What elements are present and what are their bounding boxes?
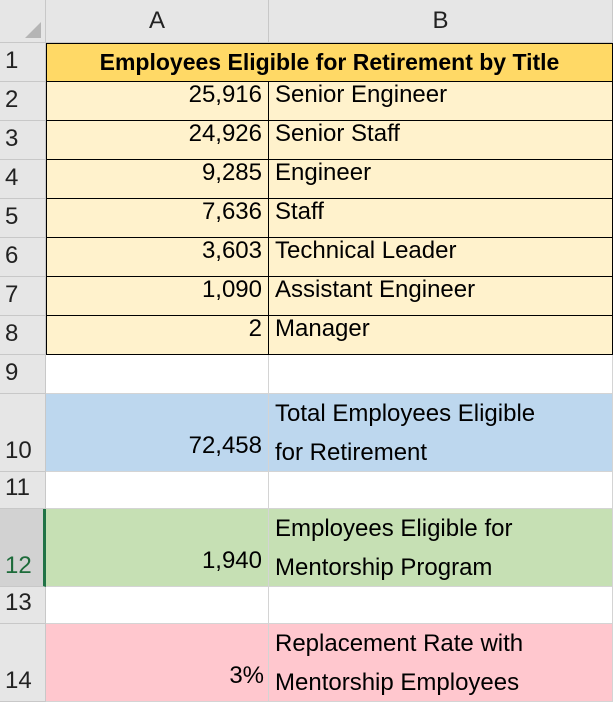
- column-header-a[interactable]: A: [46, 0, 269, 43]
- empty-cell-b13[interactable]: [269, 587, 613, 624]
- row-header-6[interactable]: 6: [0, 238, 46, 277]
- title-cell[interactable]: Employees Eligible for Retirement by Title: [46, 43, 613, 82]
- total-label-line1: Total Employees Eligible: [275, 400, 536, 427]
- row-header-2[interactable]: 2: [0, 82, 46, 121]
- select-all-icon: [25, 22, 41, 38]
- count-cell-technical-leader[interactable]: 3,603: [46, 238, 269, 277]
- empty-cell-b11[interactable]: [269, 472, 613, 509]
- row-header-4[interactable]: 4: [0, 160, 46, 199]
- row-header-14[interactable]: 14: [0, 624, 46, 702]
- empty-cell-a9[interactable]: [46, 355, 269, 394]
- column-header-b[interactable]: B: [269, 0, 613, 43]
- replacement-value-cell[interactable]: 3%: [46, 624, 269, 702]
- count-cell-manager[interactable]: 2: [46, 316, 269, 355]
- empty-cell-a13[interactable]: [46, 587, 269, 624]
- empty-cell-a11[interactable]: [46, 472, 269, 509]
- mentorship-label-line1: Employees Eligible for: [275, 515, 513, 542]
- title-cell-assistant-engineer[interactable]: Assistant Engineer: [269, 277, 613, 316]
- count-cell-staff[interactable]: 7,636: [46, 199, 269, 238]
- mentorship-label-line2: Mentorship Program: [275, 554, 493, 581]
- replacement-label-line2: Mentorship Employees: [275, 669, 520, 696]
- row-header-11[interactable]: 11: [0, 472, 46, 509]
- total-value-cell[interactable]: 72,458: [46, 394, 269, 472]
- row-header-9[interactable]: 9: [0, 355, 46, 394]
- mentorship-value-cell[interactable]: 1,940: [46, 509, 269, 587]
- total-label-line2: for Retirement: [275, 439, 428, 466]
- title-cell-manager[interactable]: Manager: [269, 316, 613, 355]
- total-label-cell[interactable]: [269, 394, 613, 472]
- row-header-12[interactable]: 12: [0, 509, 46, 587]
- row-header-1[interactable]: 1: [0, 43, 46, 82]
- row-header-5[interactable]: 5: [0, 199, 46, 238]
- title-cell-engineer[interactable]: Engineer: [269, 160, 613, 199]
- row-header-13[interactable]: 13: [0, 587, 46, 624]
- title-cell-senior-staff[interactable]: Senior Staff: [269, 121, 613, 160]
- replacement-label-cell[interactable]: [269, 624, 613, 702]
- empty-cell-b9[interactable]: [269, 355, 613, 394]
- title-cell-senior-engineer[interactable]: Senior Engineer: [269, 82, 613, 121]
- count-cell-engineer[interactable]: 9,285: [46, 160, 269, 199]
- count-cell-assistant-engineer[interactable]: 1,090: [46, 277, 269, 316]
- select-all-corner[interactable]: [0, 0, 46, 43]
- count-cell-senior-engineer[interactable]: 25,916: [46, 82, 269, 121]
- title-cell-technical-leader[interactable]: Technical Leader: [269, 238, 613, 277]
- row-header-7[interactable]: 7: [0, 277, 46, 316]
- replacement-label-line1: Replacement Rate with: [275, 630, 524, 657]
- count-cell-senior-staff[interactable]: 24,926: [46, 121, 269, 160]
- title-cell-staff[interactable]: Staff: [269, 199, 613, 238]
- mentorship-label-cell[interactable]: [269, 509, 613, 587]
- row-header-3[interactable]: 3: [0, 121, 46, 160]
- row-header-10[interactable]: 10: [0, 394, 46, 472]
- row-header-8[interactable]: 8: [0, 316, 46, 355]
